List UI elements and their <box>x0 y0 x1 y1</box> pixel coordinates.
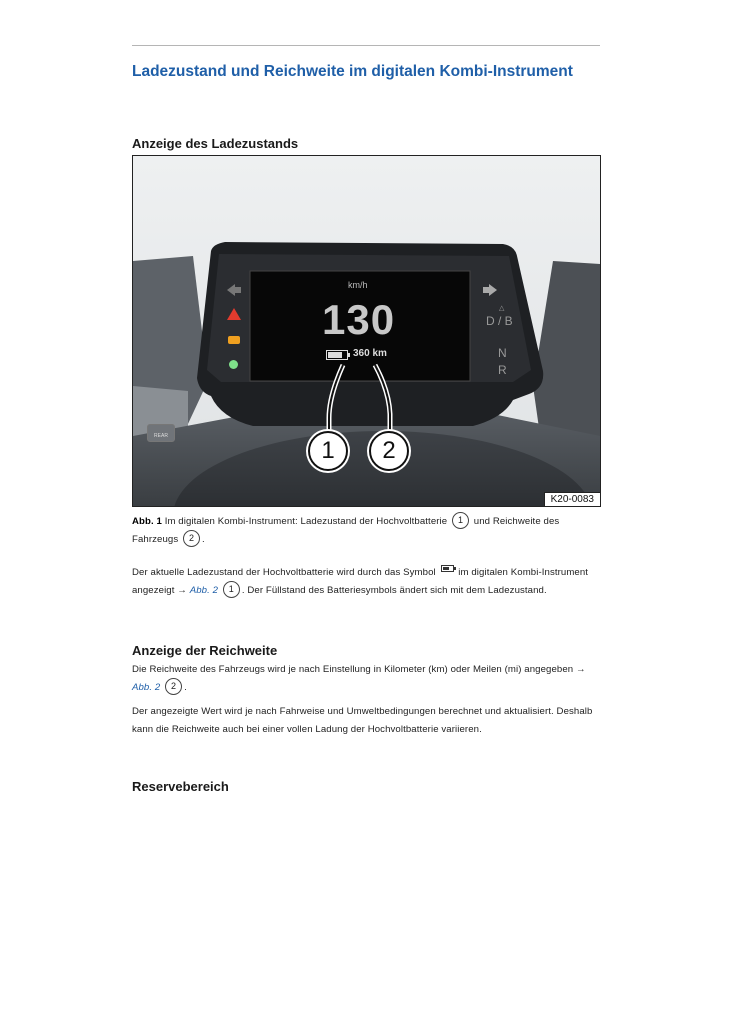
paragraph-variation: Der angezeigte Wert wird je nach Fahrweise und Umweltbedingungen berechnet und aktualisiert. Deshalb kann die Reichweite auch bei einer vollen Ladung der Hochvoltbatterie variieren. <box>132 706 593 735</box>
p2-arrow: → <box>575 664 586 675</box>
caption-ref-1: 1 <box>452 512 469 529</box>
caption-ref-2: 2 <box>183 530 200 547</box>
top-rule <box>132 45 600 46</box>
paragraph-range <box>132 661 602 697</box>
p2-figure-link[interactable]: Abb. 2 <box>132 682 161 694</box>
caption-text-c: . <box>202 534 205 546</box>
caption-text-b: und Reichweite des Fahrzeugs <box>132 516 560 546</box>
figure-code <box>544 492 600 506</box>
figure-code-text: K20-0083 <box>550 494 594 505</box>
p1-ref-num: 1 <box>223 581 240 598</box>
gear-r: R <box>498 363 507 377</box>
gear-d-b: D / B <box>486 314 513 328</box>
instrument-figure <box>132 155 601 507</box>
section-heading-range: Anzeige der Reichweite <box>132 643 278 658</box>
page-title: Ladezustand und Reichweite im digitalen Kombi-Instrument <box>132 63 573 80</box>
p1-text-a: Der aktuelle Ladezustand der Hochvoltbatterie wird durch das Symbol <box>132 567 436 578</box>
callout-1-label: 1 <box>321 437 335 464</box>
p2-text-a: Die Reichweite des Fahrzeugs wird je nach Einstellung in Kilometer (km) oder Meilen (mi) angegeben <box>132 664 574 675</box>
p1-arrow: → <box>177 585 187 597</box>
paragraph-charge <box>132 564 602 600</box>
caption-label: Abb. 1 <box>132 516 162 528</box>
rear-button-label: REAR <box>154 433 168 439</box>
p2-text-c: . <box>184 682 187 694</box>
callout-2 <box>369 431 409 471</box>
gear-up-indicator: △ <box>499 305 505 312</box>
section-heading-charge: Anzeige des Ladezustands <box>132 136 299 151</box>
figure-caption <box>132 513 602 549</box>
section-heading-reserve: Reservebereich <box>132 779 229 794</box>
callout-lines <box>133 156 600 506</box>
speed-value: 130 <box>322 296 396 343</box>
speed-unit: km/h <box>348 280 368 290</box>
p1-figure-link[interactable]: Abb. 2 <box>189 585 219 597</box>
range-value: 360 km <box>353 348 387 359</box>
caption-text-a: Im digitalen Kombi-Instrument: Ladezustand der Hochvoltbatterie <box>164 516 448 528</box>
p1-text-b: im digitalen Kombi-Instrument angezeigt <box>132 567 589 597</box>
gear-n: N <box>498 346 507 360</box>
callout-1 <box>308 431 348 471</box>
p2-ref-num: 2 <box>165 678 182 695</box>
inline-battery-icon <box>441 565 454 572</box>
p1-text-c: . Der Füllstand des Batteriesymbols ändert sich mit dem Ladezustand. <box>241 585 547 597</box>
callout-2-label: 2 <box>382 437 396 464</box>
